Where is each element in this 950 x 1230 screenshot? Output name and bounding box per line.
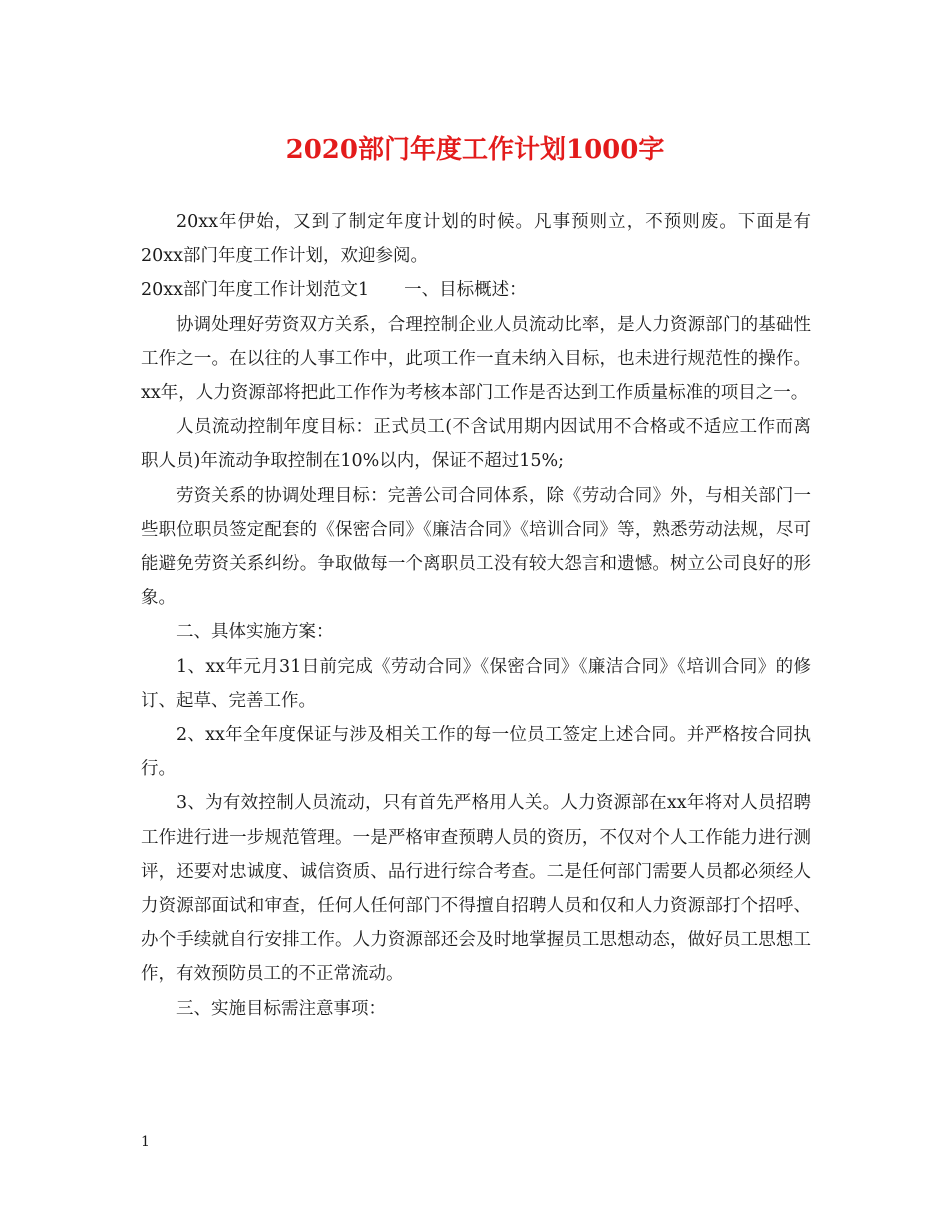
list-item: 2、xx年全年度保证与涉及相关工作的每一位员工签定上述合同。并严格按合同执行。 <box>141 725 811 780</box>
body-paragraph: 劳资关系的协调处理目标：完善公司合同体系，除《劳动合同》外，与相关部门一些职位职员签定配套的《保密合同》《廉洁合同》《培训合同》等，熟悉劳动法规，尽可能避免劳资关系纠纷。争取做每一个离职员工没有较大怨言和遗憾。树立公司良好的形象。 <box>141 485 811 609</box>
list-item: 1、xx年元月31日前完成《劳动合同》《保密合同》《廉洁合同》《培训合同》的修订、起草、完善工作。 <box>141 656 811 711</box>
document-title: 2020部门年度工作计划1000字 <box>285 135 665 165</box>
page-number: 1 <box>141 1134 150 1150</box>
section-heading: 三、实施目标需注意事项： <box>176 998 386 1019</box>
document-body <box>141 205 811 1026</box>
section-heading: 二、具体实施方案： <box>176 622 334 643</box>
body-paragraph: 人员流动控制年度目标：正式员工(不含试用期内因试用不合格或不适应工作而离职人员)年流动争取控制在10%以内，保证不超过15%; <box>141 417 811 472</box>
section-heading-sample-1: 20xx部门年度工作计划范文1 一、目标概述： <box>141 280 527 301</box>
intro-paragraph: 20xx年伊始，又到了制定年度计划的时候。凡事预则立，不预则废。下面是有20xx部门年度工作计划，欢迎参阅。 <box>141 212 811 267</box>
body-paragraph: 协调处理好劳资双方关系，合理控制企业人员流动比率，是人力资源部门的基础性工作之一。在以往的人事工作中，此项工作一直未纳入目标，也未进行规范性的操作。xx年，人力资源部将把此工作作为考核本部门工作是否达到工作质量标准的项目之一。 <box>141 314 811 404</box>
list-item: 3、为有效控制人员流动，只有首先严格用人关。人力资源部在xx年将对人员招聘工作进行进一步规范管理。一是严格审查预聘人员的资历，不仅对个人工作能力进行测评，还要对忠诚度、诚信资质、品行进行综合考查。二是任何部门需要人员都必须经人力资源部面试和审查，任何人任何部门不得擅自招聘人员和仅和人力资源部打个招呼、办个手续就自行安排工作。人力资源部还会及时地掌握员工思想动态，做好员工思想工作，有效预防员工的不正常流动。 <box>141 793 811 985</box>
